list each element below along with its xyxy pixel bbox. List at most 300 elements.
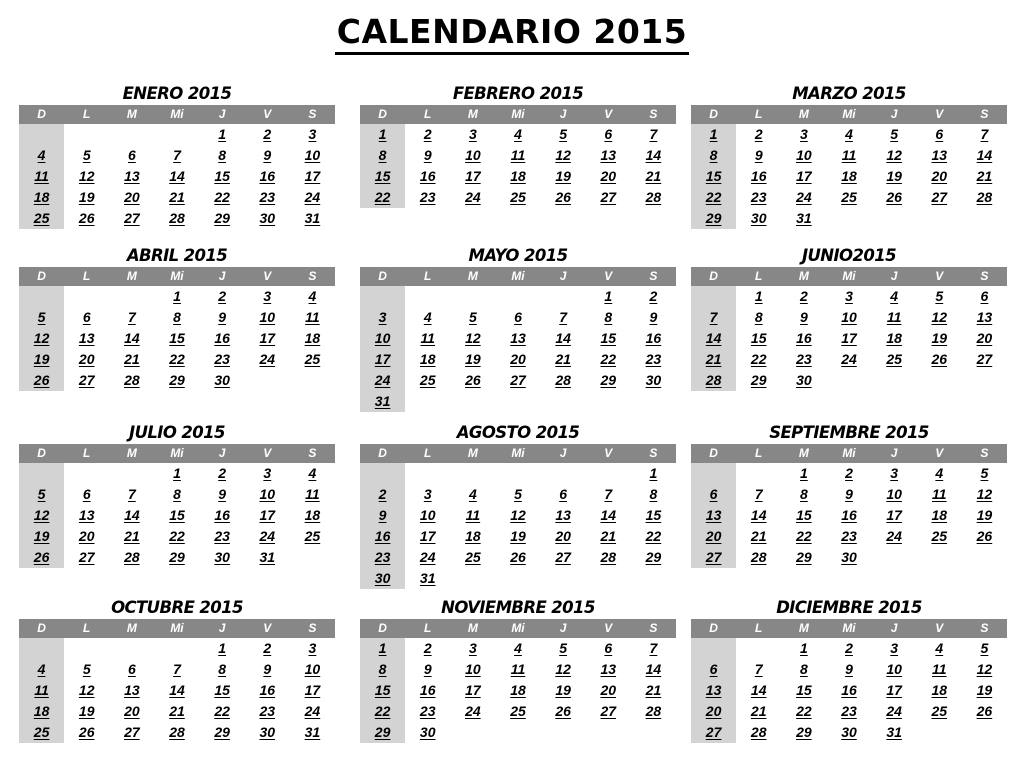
- day-cell: [917, 463, 962, 484]
- day-cell: [290, 145, 335, 166]
- day-number: 7: [980, 126, 989, 142]
- day-number: 10: [886, 486, 902, 502]
- weekday-header-row: [691, 444, 1007, 463]
- day-number: 7: [649, 126, 658, 142]
- day-number: 21: [555, 351, 571, 367]
- day-number: 25: [931, 528, 948, 544]
- day-cell: [290, 349, 335, 370]
- day-cell: [64, 145, 109, 166]
- day-number: 16: [214, 330, 230, 346]
- day-cell: [781, 124, 826, 145]
- day-cell: [109, 722, 154, 743]
- day-cell: [495, 370, 540, 391]
- day-number: 14: [169, 168, 185, 184]
- day-cell: [917, 187, 962, 208]
- sunday-cell: [19, 328, 64, 349]
- day-cell: [826, 484, 871, 505]
- day-cell: [586, 286, 631, 307]
- day-number: 23: [259, 189, 276, 205]
- sunday-cell: [691, 505, 736, 526]
- day-cell: [245, 722, 290, 743]
- day-cell: [405, 328, 450, 349]
- day-cell: [405, 484, 450, 505]
- day-cell: [826, 463, 871, 484]
- sunday-cell: [19, 166, 64, 187]
- day-number: 23: [419, 189, 436, 205]
- day-cell: [917, 722, 962, 743]
- day-cell: [962, 187, 1007, 208]
- day-cell: [826, 145, 871, 166]
- day-cell: [405, 307, 450, 328]
- day-number: 11: [34, 682, 49, 698]
- day-number: 23: [214, 528, 230, 544]
- day-cell: [631, 370, 676, 391]
- week-row: [19, 463, 335, 484]
- day-number: 16: [374, 528, 391, 544]
- day-cell: [290, 638, 335, 659]
- weekday-header: M: [109, 267, 154, 286]
- day-cell: [495, 505, 540, 526]
- day-cell: [200, 722, 245, 743]
- sunday-cell: [360, 124, 405, 145]
- day-cell: [541, 701, 586, 722]
- day-number: 21: [169, 703, 185, 719]
- sunday-cell: [691, 166, 736, 187]
- sunday-cell: [360, 166, 405, 187]
- day-number: 1: [649, 465, 658, 481]
- weekday-header: Mi: [154, 267, 199, 286]
- day-number: 21: [705, 351, 722, 367]
- day-number: 28: [169, 210, 185, 226]
- day-cell: [290, 659, 335, 680]
- weekday-header: Mi: [495, 619, 540, 638]
- day-number: 2: [218, 465, 227, 481]
- day-number: 30: [214, 549, 230, 565]
- day-cell: [736, 701, 781, 722]
- month-table: [360, 619, 676, 743]
- sunday-cell: [19, 701, 64, 722]
- day-cell: [109, 307, 154, 328]
- day-cell: [872, 349, 917, 370]
- day-cell: [917, 124, 962, 145]
- day-cell: [962, 680, 1007, 701]
- day-number: 23: [841, 703, 857, 719]
- day-number: 6: [82, 486, 91, 502]
- day-cell: [109, 505, 154, 526]
- day-cell: [586, 484, 631, 505]
- day-cell: [917, 484, 962, 505]
- day-cell: [586, 187, 631, 208]
- day-number: 15: [169, 330, 185, 346]
- day-cell: [290, 307, 335, 328]
- sunday-cell: [691, 370, 736, 391]
- day-number: 30: [796, 372, 812, 388]
- month-title: MAYO 2015: [468, 246, 568, 265]
- sunday-cell: [691, 484, 736, 505]
- day-number: 14: [645, 661, 662, 677]
- day-cell: [290, 526, 335, 547]
- weekday-header: L: [405, 619, 450, 638]
- day-number: 17: [259, 330, 276, 346]
- day-number: 5: [980, 640, 989, 656]
- day-cell: [586, 349, 631, 370]
- weekday-header: L: [64, 619, 109, 638]
- weekday-header: D: [360, 105, 405, 124]
- day-number: 15: [600, 330, 617, 346]
- day-number: 25: [510, 189, 526, 205]
- month-block: [691, 83, 1007, 229]
- day-cell: [736, 484, 781, 505]
- day-cell: [245, 701, 290, 722]
- day-cell: [541, 505, 586, 526]
- day-cell: [962, 349, 1007, 370]
- weekday-header: J: [541, 105, 586, 124]
- day-number: 5: [559, 640, 568, 656]
- day-cell: [631, 526, 676, 547]
- day-cell: [917, 328, 962, 349]
- month-block: [19, 245, 335, 391]
- day-number: 10: [259, 486, 276, 502]
- day-number: 3: [308, 126, 317, 142]
- day-cell: [541, 659, 586, 680]
- day-cell: [109, 701, 154, 722]
- day-cell: [245, 349, 290, 370]
- day-number: 10: [259, 309, 276, 325]
- weekday-header: M: [450, 444, 495, 463]
- day-cell: [631, 680, 676, 701]
- day-cell: [541, 391, 586, 412]
- day-cell: [586, 145, 631, 166]
- day-number: 21: [124, 351, 140, 367]
- day-number: 31: [419, 570, 436, 586]
- day-number: 2: [423, 126, 432, 142]
- weekday-header: Mi: [826, 267, 871, 286]
- day-cell: [781, 526, 826, 547]
- day-cell: [962, 208, 1007, 229]
- day-cell: [495, 484, 540, 505]
- day-cell: [736, 187, 781, 208]
- day-cell: [826, 307, 871, 328]
- day-number: 21: [750, 528, 767, 544]
- day-number: 20: [124, 703, 140, 719]
- weekday-header: J: [200, 267, 245, 286]
- day-number: 6: [559, 486, 568, 502]
- day-number: 25: [510, 703, 526, 719]
- day-cell: [405, 124, 450, 145]
- day-number: 6: [980, 288, 989, 304]
- day-number: 23: [259, 703, 276, 719]
- weekday-header: S: [631, 444, 676, 463]
- day-number: 28: [645, 189, 662, 205]
- day-cell: [872, 701, 917, 722]
- day-number: 4: [845, 126, 853, 142]
- week-row: [360, 145, 676, 166]
- day-number: 31: [259, 549, 276, 565]
- day-cell: [154, 286, 199, 307]
- sunday-cell: [19, 680, 64, 701]
- day-cell: [586, 124, 631, 145]
- day-cell: [245, 166, 290, 187]
- day-cell: [631, 568, 676, 589]
- day-cell: [405, 701, 450, 722]
- day-number: 25: [33, 724, 50, 740]
- day-cell: [450, 286, 495, 307]
- day-cell: [872, 547, 917, 568]
- day-cell: [826, 526, 871, 547]
- day-number: 22: [169, 528, 185, 544]
- day-cell: [290, 370, 335, 391]
- day-cell: [736, 722, 781, 743]
- day-cell: [586, 659, 631, 680]
- day-cell: [450, 166, 495, 187]
- day-number: 12: [555, 147, 571, 163]
- day-cell: [631, 638, 676, 659]
- day-number: 1: [173, 288, 181, 304]
- day-cell: [736, 208, 781, 229]
- day-number: 13: [600, 147, 617, 163]
- day-cell: [917, 638, 962, 659]
- day-number: 11: [305, 486, 320, 502]
- day-cell: [109, 526, 154, 547]
- day-cell: [586, 568, 631, 589]
- day-number: 11: [841, 147, 857, 163]
- day-cell: [826, 124, 871, 145]
- sunday-cell: [691, 328, 736, 349]
- week-row: [360, 505, 676, 526]
- day-cell: [962, 659, 1007, 680]
- day-number: 26: [78, 724, 95, 740]
- weekday-header: V: [245, 105, 290, 124]
- week-row: [19, 484, 335, 505]
- week-row: [19, 526, 335, 547]
- day-cell: [200, 659, 245, 680]
- day-cell: [962, 701, 1007, 722]
- day-cell: [290, 463, 335, 484]
- day-number: 7: [173, 147, 181, 163]
- day-number: 4: [890, 288, 899, 304]
- day-number: 24: [259, 351, 276, 367]
- weekday-header: Mi: [154, 619, 199, 638]
- day-number: 15: [750, 330, 767, 346]
- weekday-header: L: [405, 444, 450, 463]
- day-number: 10: [465, 147, 481, 163]
- day-cell: [154, 187, 199, 208]
- sunday-cell: [19, 659, 64, 680]
- day-cell: [736, 680, 781, 701]
- day-number: 27: [124, 724, 140, 740]
- weekday-header: S: [962, 619, 1007, 638]
- sunday-cell: [360, 638, 405, 659]
- day-number: 27: [600, 703, 617, 719]
- day-cell: [109, 680, 154, 701]
- day-number: 22: [214, 703, 230, 719]
- day-number: 12: [78, 168, 95, 184]
- page-title: [0, 12, 1024, 52]
- day-cell: [781, 307, 826, 328]
- day-number: 11: [34, 168, 49, 184]
- day-number: 3: [263, 465, 272, 481]
- day-number: 11: [465, 507, 481, 523]
- week-row: [691, 166, 1007, 187]
- weekday-header-row: [360, 267, 676, 286]
- day-number: 7: [173, 661, 181, 677]
- week-row: [691, 307, 1007, 328]
- weekday-header: Mi: [495, 444, 540, 463]
- day-cell: [781, 328, 826, 349]
- day-number: 26: [555, 189, 571, 205]
- day-cell: [541, 166, 586, 187]
- week-row: [19, 145, 335, 166]
- weekday-header: M: [781, 444, 826, 463]
- day-number: 13: [705, 682, 722, 698]
- day-number: 13: [124, 682, 140, 698]
- day-number: 6: [127, 147, 136, 163]
- month-title: NOVIEMBRE 2015: [441, 598, 595, 617]
- week-row: [19, 307, 335, 328]
- weekday-header: D: [691, 619, 736, 638]
- day-number: 29: [214, 724, 230, 740]
- day-number: 11: [420, 330, 435, 346]
- sunday-cell: [691, 208, 736, 229]
- day-number: 20: [510, 351, 526, 367]
- day-cell: [495, 638, 540, 659]
- day-number: 17: [419, 528, 436, 544]
- day-number: 8: [754, 309, 763, 325]
- day-cell: [64, 208, 109, 229]
- weekday-header: L: [736, 444, 781, 463]
- day-number: 10: [304, 147, 321, 163]
- day-cell: [917, 208, 962, 229]
- weekday-header: M: [109, 619, 154, 638]
- weekday-header-row: [360, 619, 676, 638]
- day-cell: [962, 166, 1007, 187]
- sunday-cell: [19, 349, 64, 370]
- day-number: 23: [841, 528, 857, 544]
- week-row: [360, 568, 676, 589]
- day-number: 19: [886, 168, 902, 184]
- weekday-header-row: [19, 105, 335, 124]
- day-number: 18: [419, 351, 436, 367]
- weekday-header: Mi: [826, 619, 871, 638]
- weekday-header: J: [872, 444, 917, 463]
- weekday-header: M: [781, 267, 826, 286]
- month-title: JUNIO2015: [801, 246, 897, 265]
- day-cell: [736, 166, 781, 187]
- day-cell: [736, 328, 781, 349]
- weekday-header: V: [917, 444, 962, 463]
- sunday-cell: [360, 307, 405, 328]
- sunday-cell: [691, 187, 736, 208]
- day-cell: [64, 701, 109, 722]
- day-number: 6: [604, 640, 613, 656]
- day-cell: [781, 370, 826, 391]
- day-cell: [736, 526, 781, 547]
- weekday-header: S: [631, 105, 676, 124]
- day-number: 1: [218, 640, 227, 656]
- day-number: 7: [559, 309, 568, 325]
- weekday-header: V: [245, 267, 290, 286]
- day-number: 17: [886, 507, 902, 523]
- day-number: 20: [78, 351, 95, 367]
- day-number: 2: [799, 288, 808, 304]
- weekday-header: S: [290, 444, 335, 463]
- week-row: [360, 124, 676, 145]
- day-cell: [495, 722, 540, 743]
- sunday-cell: [360, 505, 405, 526]
- day-number: 28: [555, 372, 571, 388]
- day-cell: [586, 701, 631, 722]
- day-cell: [826, 505, 871, 526]
- day-number: 9: [378, 507, 387, 523]
- week-row: [19, 701, 335, 722]
- day-number: 15: [374, 682, 391, 698]
- day-number: 12: [931, 309, 948, 325]
- day-cell: [154, 208, 199, 229]
- day-number: 24: [259, 528, 276, 544]
- day-cell: [586, 328, 631, 349]
- day-cell: [495, 349, 540, 370]
- weekday-header-row: [691, 105, 1007, 124]
- day-number: 2: [845, 640, 853, 656]
- sunday-cell: [691, 722, 736, 743]
- day-number: 22: [750, 351, 767, 367]
- week-row: [19, 547, 335, 568]
- day-cell: [154, 659, 199, 680]
- day-number: 10: [465, 661, 481, 677]
- weekday-header: S: [290, 267, 335, 286]
- day-number: 15: [169, 507, 185, 523]
- day-number: 9: [423, 661, 432, 677]
- day-cell: [781, 286, 826, 307]
- day-cell: [631, 701, 676, 722]
- week-row: [691, 701, 1007, 722]
- sunday-cell: [360, 463, 405, 484]
- day-number: 30: [374, 570, 391, 586]
- day-cell: [781, 505, 826, 526]
- day-cell: [962, 484, 1007, 505]
- day-number: 24: [465, 189, 481, 205]
- sunday-cell: [691, 349, 736, 370]
- day-cell: [109, 463, 154, 484]
- sunday-cell: [360, 187, 405, 208]
- day-number: 8: [709, 147, 718, 163]
- day-cell: [631, 328, 676, 349]
- day-cell: [245, 484, 290, 505]
- day-cell: [631, 484, 676, 505]
- day-cell: [781, 145, 826, 166]
- day-number: 7: [709, 309, 718, 325]
- day-cell: [826, 638, 871, 659]
- day-number: 17: [259, 507, 276, 523]
- day-cell: [917, 349, 962, 370]
- day-number: 17: [374, 351, 391, 367]
- weekday-header: V: [917, 267, 962, 286]
- day-number: 8: [173, 309, 181, 325]
- sunday-cell: [360, 568, 405, 589]
- sunday-cell: [691, 680, 736, 701]
- day-number: 1: [218, 126, 227, 142]
- day-number: 21: [645, 168, 662, 184]
- month-title: OCTUBRE 2015: [111, 598, 243, 617]
- sunday-cell: [360, 286, 405, 307]
- page-title-text: CALENDARIO 2015: [335, 12, 689, 55]
- day-number: 9: [263, 147, 272, 163]
- day-cell: [917, 145, 962, 166]
- day-number: 27: [705, 549, 722, 565]
- sunday-cell: [691, 547, 736, 568]
- day-number: 25: [33, 210, 50, 226]
- month-table: [19, 619, 335, 743]
